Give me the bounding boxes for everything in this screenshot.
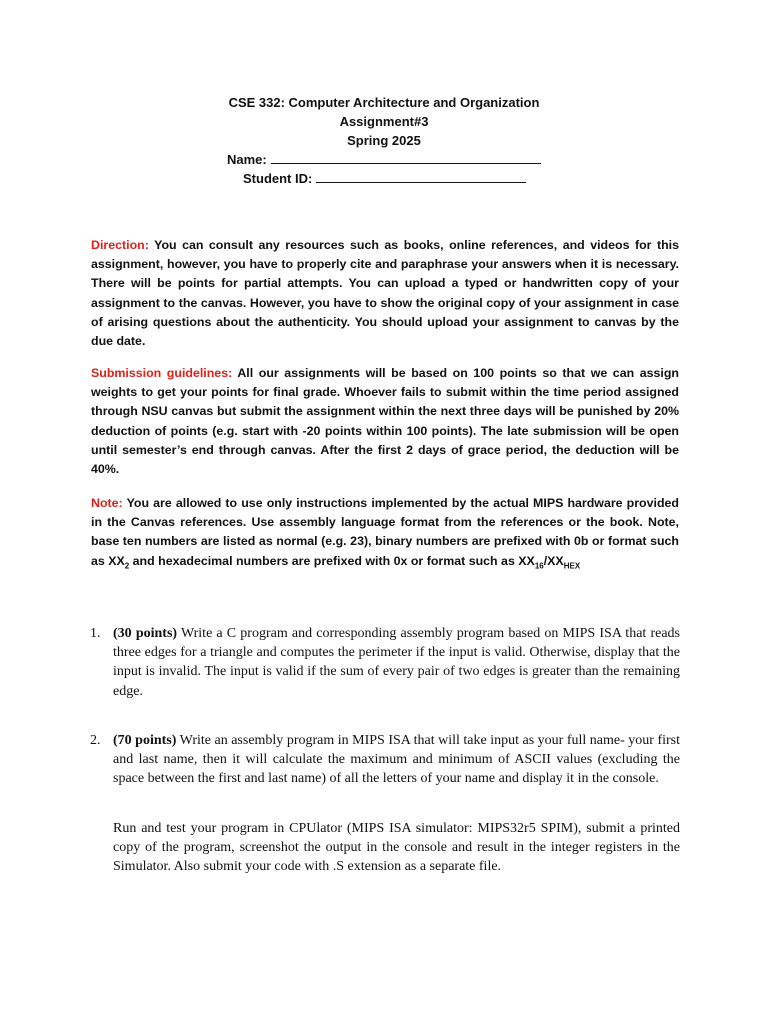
question-text-continued: Run and test your program in CPUlator (MIPS ISA simulator: MIPS32r5 SPIM), submit a printed copy of the program, screenshot the output in the console and result in the integer registers in the Simulator. Also submit your code with .S extension as a separate file. [113,821,680,875]
assignment-title: Assignment#3 [339,114,429,129]
name-label: Name: [227,152,267,167]
question-2-continued [90,819,680,877]
direction-text: You can consult any resources such as books, online references, and videos for this assignment, however, you have to properly cite and paraphrase your answers when it is necessary. There will be points for partial attempts. You can upload a typed or handwritten copy of your assignment to the canvas. However, you have to show the original copy of your assignment in case of arising questions about the authenticity. You should upload your assignment to canvas by the due date. [91,238,679,349]
question-text: Write an assembly program in MIPS ISA that will take input as your full name- your first and last name, then it will calculate the maximum and minimum of ASCII values (excluding the space between the first and last name) of all the letters of your name and display it in the console. [113,733,680,787]
name-field [227,151,541,167]
direction-paragraph [91,236,679,351]
question-2 [90,731,680,789]
submission-label: Submission guidelines: [91,366,233,380]
binary-subscript: 2 [124,561,130,571]
student-id-blank-line [316,170,526,183]
note-text: You are allowed to use only instructions implemented by the actual MIPS hardware provided in the Canvas references. Use assembly language format from the references or the book. Note, base ten numbers are listed as normal (e.g. 23), binary numbers are prefixed with 0b or format such as XX [91,496,679,568]
submission-text: All our assignments will be based on 100 points so that we can assign weights to get your points for final grade. Whoever fails to submit within the time period assigned through NSU canvas but submit the assignment within the next three days will be punished by 20% deduction of points (e.g. start with -20 points within 100 points). The late submission will be open until semester’s end through canvas. After the first 2 days of grace period, the deduction will be 40%. [91,366,679,477]
student-id-label: Student ID: [243,171,313,186]
submission-paragraph [91,364,679,479]
question-text: Write a C program and corresponding assembly program based on MIPS ISA that reads three edges for a triangle and computes the perimeter if the input is valid. Otherwise, display that the input is invalid. The input is valid if the sum of every pair of two edges is greater than the remaining edge. [113,626,680,699]
hex-subscript: HEX [563,561,581,571]
note-slash: /XX [543,553,564,568]
note-label: Note: [91,496,123,510]
question-number: 1. [90,626,101,641]
question-points: (30 points) [113,626,178,641]
decimal-subscript: 16 [534,561,544,571]
term-label: Spring 2025 [347,133,421,148]
note-text-mid: and hexadecimal numbers are prefixed with 0x or format such as XX [129,553,535,568]
question-points: (70 points) [113,733,177,748]
question-1 [90,624,680,701]
note-paragraph [91,494,679,571]
question-number: 2. [90,733,101,748]
student-id-field [243,170,526,186]
course-title: CSE 332: Computer Architecture and Organization [228,95,540,110]
name-blank-line [271,151,541,164]
direction-label: Direction: [91,238,149,252]
